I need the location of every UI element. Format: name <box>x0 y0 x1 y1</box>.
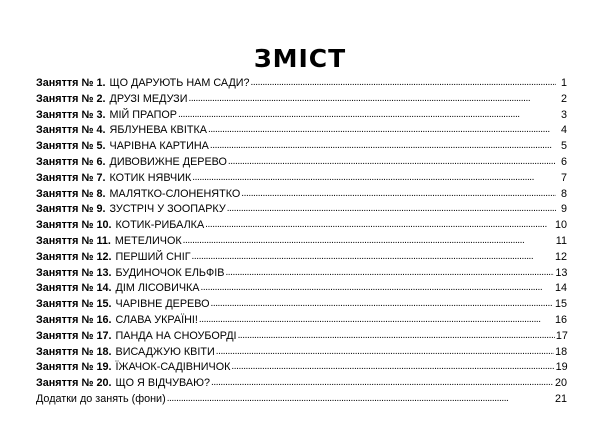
lesson-number: Заняття № 10. <box>36 219 112 232</box>
page-number: 8 <box>560 187 567 200</box>
lesson-number: Заняття № 20. <box>36 377 112 390</box>
toc-entry <box>36 266 567 282</box>
lesson-title: ЧАРІВНА КАРТИНА <box>109 140 209 153</box>
toc-entry <box>36 123 567 139</box>
toc-entry <box>36 155 567 171</box>
page-number: 4 <box>560 124 567 137</box>
lesson-number: Заняття № 3. <box>36 108 106 121</box>
lesson-number: Заняття № 16. <box>36 313 112 326</box>
dot-leader <box>238 328 555 344</box>
lesson-number: Заняття № 17. <box>36 329 112 342</box>
lesson-title: ЯБЛУНЕВА КВІТКА <box>109 124 207 137</box>
dot-leader <box>208 122 556 138</box>
lesson-title: ПЕРШИЙ СНІГ <box>115 250 191 263</box>
dot-leader <box>205 217 554 233</box>
lesson-number: Заняття № 2. <box>36 92 106 105</box>
dot-leader <box>210 138 556 154</box>
lesson-title: ВИСАДЖУЮ КВІТИ <box>115 345 215 358</box>
lesson-title: МАЛЯТКО-СЛОНЕНЯТКО <box>109 187 241 200</box>
lesson-title: ДРУЗІ МЕДУЗИ <box>109 92 188 105</box>
lesson-title: КОТИК НЯВЧИК <box>109 171 192 184</box>
dot-leader <box>211 375 554 391</box>
page-number: 6 <box>560 155 567 168</box>
lesson-number: Заняття № 5. <box>36 140 106 153</box>
page-number: 1 <box>560 77 567 89</box>
page-number: 3 <box>560 108 567 121</box>
lesson-number: Заняття № 4. <box>36 124 106 137</box>
lesson-title: БУДИНОЧОК ЕЛЬФІВ <box>115 266 225 279</box>
page-number: 13 <box>555 266 568 279</box>
lesson-title: ЇЖАЧОК-САДІВНИЧОК <box>115 361 231 374</box>
page-number: 14 <box>554 282 567 295</box>
dot-leader <box>167 391 554 407</box>
page-number: 11 <box>555 234 567 247</box>
toc-entry <box>36 76 567 92</box>
dot-leader <box>251 75 556 91</box>
lesson-title: ПАНДА НА СНОУБОРДІ <box>115 329 237 342</box>
lesson-number: Заняття № 9. <box>36 203 106 216</box>
toc-entry <box>36 297 567 313</box>
dot-leader <box>188 91 556 107</box>
lesson-number: Заняття № 7. <box>36 171 106 184</box>
lesson-number: Заняття № 18. <box>36 345 112 358</box>
page-number: 7 <box>560 171 567 184</box>
page-number: 17 <box>555 329 568 342</box>
dot-leader <box>228 154 556 170</box>
page-number: 20 <box>554 377 567 390</box>
dot-leader <box>201 280 554 296</box>
lesson-number: Заняття № 13. <box>36 266 112 279</box>
toc-entry <box>36 234 567 250</box>
lesson-title: ЧАРІВНЕ ДЕРЕВО <box>115 298 210 311</box>
dot-leader <box>231 359 554 375</box>
toc-entry-appendix <box>36 392 567 408</box>
lesson-title: МЕТЕЛИЧОК <box>114 234 182 247</box>
lesson-title: ЩО ДАРУЮТЬ НАМ САДИ? <box>109 77 250 89</box>
toc-entry <box>36 376 567 392</box>
toc-entry <box>36 202 567 218</box>
lesson-number: Заняття № 14. <box>36 282 112 295</box>
toc-entry <box>36 187 567 203</box>
page-number: 19 <box>555 361 568 374</box>
page-number: 16 <box>554 313 567 326</box>
dot-leader <box>199 312 554 328</box>
lesson-number: Заняття № 8. <box>36 187 106 200</box>
page-number: 18 <box>555 345 568 358</box>
toc-entry <box>36 281 567 297</box>
dot-leader <box>227 201 556 217</box>
toc-entry <box>36 360 567 376</box>
lesson-title: МІЙ ПРАПОР <box>109 108 177 121</box>
dot-leader <box>192 249 554 265</box>
toc-entry <box>36 313 567 329</box>
toc-entry <box>36 345 567 361</box>
dot-leader <box>225 265 554 281</box>
toc-entry <box>36 92 567 108</box>
lesson-title: ДІМ ЛІСОВИЧКА <box>115 282 200 295</box>
dot-leader <box>210 296 554 312</box>
dot-leader <box>178 107 556 123</box>
toc-entry <box>36 108 567 124</box>
toc-entry <box>36 250 567 266</box>
page-number: 9 <box>560 203 567 216</box>
lesson-title: ДИВОВИЖНЕ ДЕРЕВО <box>109 155 227 168</box>
dot-leader <box>241 186 556 202</box>
dot-leader <box>192 170 556 186</box>
page-title: ЗМІСТ <box>253 44 347 73</box>
lesson-number: Заняття № 1. <box>36 77 106 89</box>
lesson-title: ЗУСТРІЧ У ЗООПАРКУ <box>109 203 226 216</box>
toc-entry <box>36 139 567 155</box>
page-number: 5 <box>560 140 567 153</box>
lesson-number: Заняття № 6. <box>36 155 106 168</box>
lesson-number: Заняття № 11. <box>36 234 111 247</box>
lesson-number: Заняття № 12. <box>36 250 112 263</box>
lesson-number: Заняття № 15. <box>36 298 112 311</box>
toc-list <box>36 76 567 408</box>
lesson-title: КОТИК-РИБАЛКА <box>115 219 205 232</box>
lesson-number: Заняття № 19. <box>36 361 112 374</box>
page-number: 21 <box>554 392 567 405</box>
page-number: 2 <box>560 92 567 105</box>
toc-entry <box>36 218 567 234</box>
toc-entry <box>36 329 567 345</box>
dot-leader <box>216 344 554 360</box>
dot-leader <box>183 233 555 249</box>
page-number: 10 <box>554 219 567 232</box>
appendix-title: Додатки до занять (фони) <box>36 392 166 405</box>
page-number: 15 <box>554 298 567 311</box>
toc-entry <box>36 171 567 187</box>
page-number: 12 <box>554 250 567 263</box>
lesson-title: ЩО Я ВІДЧУВАЮ? <box>115 377 210 390</box>
lesson-title: СЛАВА УКРАЇНІ! <box>115 313 198 326</box>
